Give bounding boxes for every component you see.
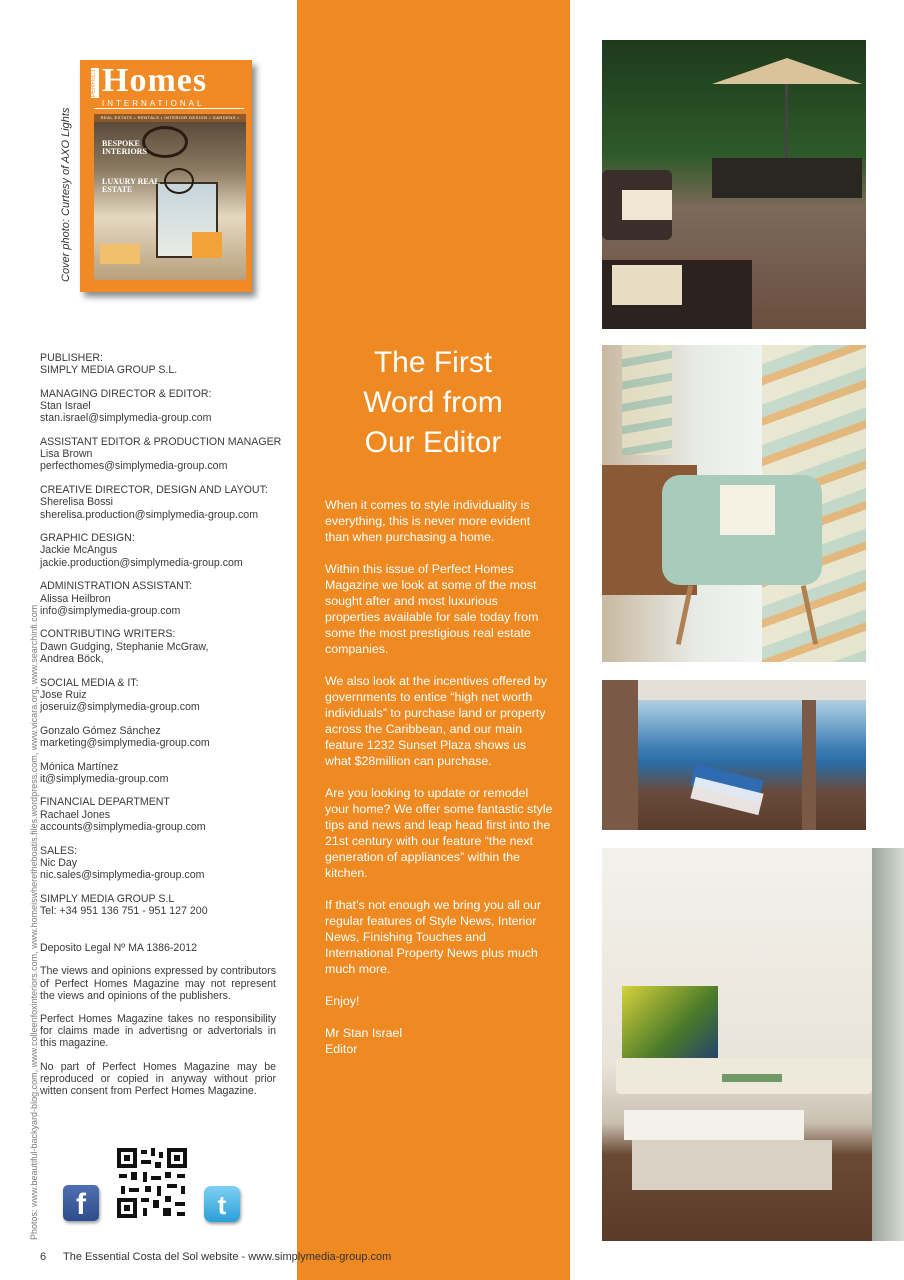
bench-shape [624,1110,804,1140]
editor-role: Editor [325,1042,358,1056]
roof-shape [602,680,866,700]
staff-block [40,761,276,785]
staff-role: CREATIVE DIRECTOR, DESIGN AND LAYOUT: [40,484,268,497]
painting-shape [622,986,718,1058]
staff-line: Mónica Martínez [40,760,119,773]
staff-line: sherelisa.production@simplymedia-group.com [40,508,259,521]
staff-role: ASSISTANT EDITOR & PRODUCTION MANAGER [40,436,282,449]
disclaimer: The views and opinions expressed by contributors of Perfect Homes Magazine may not represent the views and opinions of the publishers. [40,965,276,1002]
cover-photo-credit: Cover photo: Curtesy of AXO Lights [60,107,72,282]
staff-block [40,580,276,617]
staff-block [40,845,276,882]
photo-deck-patio [602,40,866,329]
photo-credits: Photos: www.beautiful-backyard-blog.com, www.colleenfoxinteriors.com, www.homeiswheretheboatis.files.wordpress.com, www.vicara.org, www.searchinfi.com [29,604,39,1240]
staff-line: Nic Day [40,856,78,869]
staff-role: SALES: [40,844,78,857]
staff-line: Gonzalo Gómez Sánchez [40,724,161,737]
qr-code-graphic [115,1146,189,1220]
deposito-legal [40,942,276,954]
footer-text: The Essential Costa del Sol website - www.simplymedia-group.com [62,1251,392,1263]
disclaimer: Perfect Homes Magazine takes no responsibility for claims made in advertisng or advertorials in this magazine. [40,1012,276,1050]
editor-heading [310,343,556,463]
magazine-cover [80,60,252,292]
cover-brand-sub: INTERNATIONAL [102,99,205,108]
company-block [40,893,276,917]
chair-shape [192,232,222,258]
staff-line: SIMPLY MEDIA GROUP S.L. [40,364,178,377]
letter-paragraph: Enjoy! [325,994,360,1008]
deposito-text: Deposito Legal Nº MA 1386-2012 [40,941,197,954]
staff-role: FINANCIAL DEPARTMENT [40,796,170,809]
staff-role: GRAPHIC DESIGN: [40,532,135,545]
staff-line: Alissa Heilbron [40,592,111,605]
cover-masthead [88,62,248,108]
editor-signature: Mr Stan Israel [325,1026,403,1040]
cover-line-1: BESPOKE INTERIORS [102,139,147,156]
cushion-shape [622,190,672,220]
letter-paragraph: When it comes to style individuality is everything, this is never more evident than when purchasing a home. [325,498,531,544]
cover-line-2: LUXURY REAL ESTATE [102,177,160,194]
staff-role: CONTRIBUTING WRITERS: [40,628,176,641]
staff-block [40,725,276,749]
pillow-shape [720,485,775,535]
photo-living-room [602,848,904,1241]
staff-block [40,484,276,521]
dining-set-shape [712,158,862,198]
chandelier-shape [164,168,194,194]
letter-paragraph: We also look at the incentives offered by governments to entice “high net worth individuals” to purchase land or property across the Caribbean, and our main feature 1232 Sunset Plaza shows us what $28million can purchase. [325,674,548,768]
rug-shape [632,1140,832,1190]
staff-line: stan.israel@simplymedia-group.com [40,412,212,425]
staff-block [40,628,276,665]
staff-block [40,532,276,569]
staff-list [40,352,282,881]
cushion-shape [612,265,682,305]
staff-line: nic.sales@simplymedia-group.com [40,869,205,881]
staff-line: accounts@simplymedia-group.com [40,820,206,833]
disclaimer: No part of Perfect Homes Magazine may be reproduced or copied in anyway without prior witten consent from Perfect Homes Magazine. [40,1060,276,1097]
staff-line: it@simplymedia-group.com [40,772,169,785]
staff-line: Rachael Jones [40,808,111,821]
staff-line: marketing@simplymedia-group.com [40,736,210,749]
company-tel: Tel: +34 951 136 751 - 951 127 200 [40,905,208,918]
photo-chair-room [602,345,866,662]
heading-line: Our Editor [364,426,502,459]
post-shape [602,680,638,830]
staff-line: Jackie McAngus [40,544,118,557]
staff-block [40,796,276,833]
staff-line: perfecthomes@simplymedia-group.com [40,460,228,473]
company-name: SIMPLY MEDIA GROUP S.L [40,893,175,906]
staff-line: Dawn Gudging, Stephanie McGraw, [40,640,209,653]
staff-block [40,352,276,376]
umbrella-shape [712,58,862,84]
staff-line: info@simplymedia-group.com [40,604,181,617]
page-footer [40,1251,391,1263]
staff-role: SOCIAL MEDIA & IT: [40,676,139,689]
qr-code [115,1146,189,1220]
staff-role: ADMINISTRATION ASSISTANT: [40,580,193,593]
staff-block [40,677,276,714]
cover-brand-small: PERFECT [91,69,97,98]
cover-nav: REAL ESTATE • RENTALS • INTERIOR DESIGN • GARDENS • [94,114,246,122]
staff-line: joseruiz@simplymedia-group.com [40,700,200,713]
staff-role: MANAGING DIRECTOR & EDITOR: [40,387,212,400]
staff-line: Stan Israel [40,400,91,413]
glass-wall-shape [872,848,904,1241]
staff-line: Sherelisa Bossi [40,496,114,509]
facebook-icon[interactable]: f [63,1185,99,1221]
staff-block [40,388,276,425]
letter-paragraph: Within this issue of Perfect Homes Magazine we look at some of the most sought after and most luxurious properties available for sale today from some the most prestigious real estate companies. [325,562,539,656]
staff-line: Andrea Böck, [40,652,104,665]
cover-brand: Homes [102,62,208,99]
cover-photo [94,122,246,280]
cover-rule [94,108,244,109]
heading-line: Word from [363,386,503,419]
post-shape [802,700,816,830]
staff-line: Lisa Brown [40,448,93,461]
cover-lines [102,136,162,194]
plant-shape [722,1074,782,1082]
sofa-shape [100,244,140,264]
heading-line: The First [373,346,493,379]
staff-line: Jose Ruiz [40,688,87,701]
staff-line: jackie.production@simplymedia-group.com [40,556,243,569]
staff-block [40,436,282,473]
page-number: 6 [40,1251,47,1263]
twitter-icon[interactable]: t [204,1186,240,1222]
staff-role: PUBLISHER: [40,352,103,364]
letter-paragraph: If that’s not enough we bring you all our regular features of Style News, Interior News, Finishing Touches and International Property News plus much much more. [325,898,542,976]
curtain-shape [622,345,672,455]
photo-ocean-deck [602,680,866,830]
editor-letter [325,497,555,1057]
masthead [40,352,282,1108]
letter-paragraph: Are you looking to update or remodel your home? We offer some fantastic style tips and news and leap head first into the 21st century with our feature “the next generation of appliances” within the kitchen. [325,786,553,880]
